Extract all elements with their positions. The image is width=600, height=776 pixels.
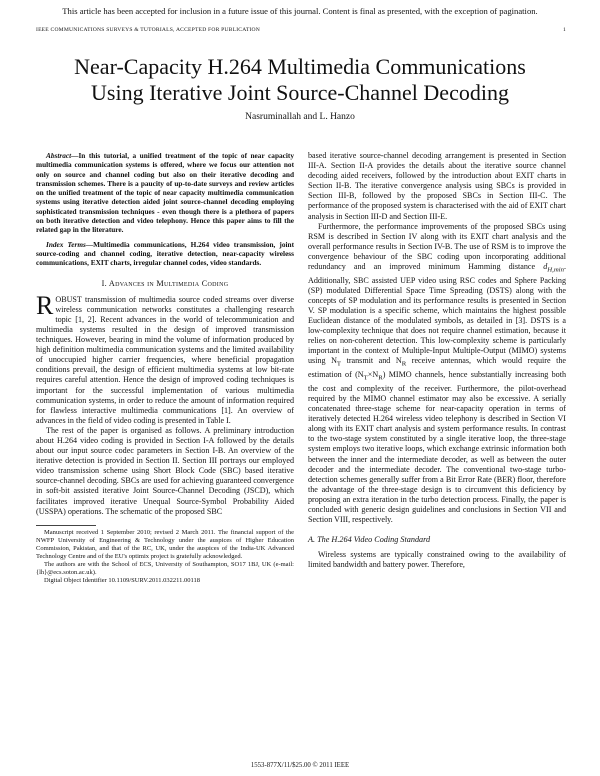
footnote-manuscript: Manuscript received 1 September 2010; revised 2 March 2011. The financial support of the NWFP University of Engineering & Technology under the auspices of Higher Education Commission, Pakistan, and that of the RC, UK, under the auspices of the India-UK Advanced Technology Centre and of the EU's optimix project is gratefully acknowledged. bbox=[36, 528, 294, 560]
right-paragraph-1: based iterative source-channel decoding arrangement is presented in Section III-A. Section II-A provides the details about the iterative source channel decoding aided receivers, followed by the introduction about EXIT charts in Section II-B. The iterative convergence analysis using SBCs is provided in Section III-B, followed by the proposed SBCs in Section III-C. The performance of the proposed system is characterised with the aid of EXIT chart analysis in Section III-D and Section III-E. bbox=[308, 151, 566, 221]
math-sub-r: R bbox=[401, 361, 407, 369]
abstract bbox=[36, 151, 294, 235]
subsection-a-paragraph-1: Wireless systems are typically constrained owing to the availability of limited bandwidth and battery power. Therefore, bbox=[308, 550, 566, 570]
text-segment: ) MIMO channels, hence substantially increasing both the cost and complexity of the receiver. Furthermore, the pilot-overhead required by the MIMO channel estimator may also be excessive. A serially concatenated three-stage scheme for near-capacity operation in terms of iteratively detected H.264 wireless video telephony is described in Section VI along with its EXIT chart analysis and system performance results. In contrast to the two-stage system constituted by a single iterative loop, the three-stage system employs two iterative loops, which exchange extrinsic information both between the inner and the intermediate decoder, as well as between the outer decoder and the intermediate decoder. The conventional two-stage turbo-detection schemes generally suffer from a Bit Error Rate (BER) floor, therefore the advantage of the three-stage design is to circumvent this deficiency by proposing an extra iteration in the turbo detection process. Finally, the paper is concluded with generic design guidelines and conclusions in Section VII and Section VIII, respectively. bbox=[308, 370, 566, 525]
journal-name: IEEE COMMUNICATIONS SURVEYS & TUTORIALS, ACCEPTED FOR PUBLICATION bbox=[36, 27, 260, 33]
text-segment: transmit and N bbox=[341, 356, 402, 366]
running-head bbox=[36, 27, 566, 33]
subsection-a-heading: A. The H.264 Video Coding Standard bbox=[308, 535, 431, 545]
footnotes bbox=[36, 529, 294, 585]
index-terms bbox=[36, 240, 294, 268]
right-paragraph-2 bbox=[308, 222, 566, 526]
lead-word: OBUST bbox=[55, 294, 82, 304]
math-d: d bbox=[543, 262, 548, 272]
math-sub-r2: R bbox=[378, 374, 383, 382]
text-segment: receive antennas, which would require the estimation of (N bbox=[308, 356, 566, 380]
drop-cap: R bbox=[36, 290, 54, 320]
abstract-text: —In this tutorial, a unified treatment of the topic of near capacity multimedia communication systems is offered, where we focus our attention not only on source and channel coding but also on their iterative decoding and transmission schemes. There is a paucity of up-to-date surveys and review articles on the unified treatment of the topic of near capacity multimedia communication systems using iterative detection aided joint source-channel decoding employing sophisticated transmission techniques - even though there is a plethora of papers on both iterative detection and video telephony. Hence this paper aims to fill the related gap in the literature. bbox=[36, 151, 294, 235]
right-column bbox=[308, 151, 566, 570]
left-column bbox=[36, 151, 294, 585]
paper-title bbox=[0, 54, 600, 106]
title-line-2: Using Iterative Joint Source-Channel Decoding bbox=[91, 80, 509, 105]
math-sub-t2: T bbox=[363, 374, 368, 382]
footnote-rule bbox=[36, 525, 96, 526]
paragraph-text: transmission of multimedia source coded streams over diverse wireless communication networks constitutes a challenging research topic [1, 2]. Recent advances in the world of telecommunication and multimedia systems resulted in the design of improved transmission techniques. However, bearing in mind the volume of information produced by high definition multimedia communication systems and the limited availability of unoccupied higher carrier frequencies, where beneficial propagation conditions prevail, the design of efficient multimedia systems at low bit-rate requires careful attention. Hence the design of improved coding techniques is important for the successful implementation of various multimedia communication systems, in order to reduce the amount of information required for flawless interactive multimedia communications [1]. An overview of advances in the field of video coding is presented in Table I. bbox=[36, 294, 294, 425]
text-segment: Furthermore, the performance improvements of the proposed SBCs using RSM is described in Section IV along with its EXIT chart analysis and the overall performance results in Section IV-B. The use of RSM is to improve the convergence behaviour of the SBC coding upon incorporating additional redundancy and an improved minimum Hamming distance bbox=[308, 221, 566, 272]
math-sub-t: T bbox=[336, 361, 342, 369]
issn-copyright: 1553-877X/11/$25.00 © 2011 IEEE bbox=[250, 762, 350, 769]
math-sub-hmin: H,min bbox=[547, 266, 564, 274]
section-1-heading: I. Advances in Multimedia Coding bbox=[101, 278, 229, 288]
abstract-label: Abstract bbox=[46, 151, 72, 160]
title-line-1: Near-Capacity H.264 Multimedia Communications bbox=[74, 54, 526, 79]
authors: Nasruminallah and L. Hanzo bbox=[245, 112, 355, 122]
index-terms-label: Index Terms bbox=[46, 239, 86, 249]
acceptance-banner: This article has been accepted for inclusion in a future issue of this journal. Content is final as presented, with the exception of pagination. bbox=[62, 6, 538, 16]
text-segment: . Additionally, SBC assisted UEP video using RSC codes and Sphere Packing (SP) modulated Differential Space Time Spreading (DSTS) along with the concepts of SP modulation and its performance results is presented in Section V. SP modulation is a specific scheme, which maintains the highest possible Euclidean distance of the modulated symbols, as detailed in [3]. DSTS is a low-complexity technique that does not require channel estimation, because it relies on non-coherent detection. This low-complexity scheme is particularly important in the context of Multiple-Input Multiple-Output (MIMO) systems using N bbox=[308, 262, 566, 366]
footnote-doi: Digital Object Identifier 10.1109/SURV.2011.032211.00118 bbox=[44, 576, 201, 584]
section-1-paragraph-2: The rest of the paper is organised as follows. A preliminary introduction about H.264 video coding is provided in Section I-A followed by the details about our input source codec parameters in Section I-B. An overview of the iterative detection is provided in Section II. Section III portrays our employed video transmission scheme using Short Block Code (SBC) based iterative source-channel decoding. SBCs are used for achieving guaranteed convergence in soft-bit assisted iterative Joint Source-Channel Decoding (JSCD), which facilitates improved iterative Unequal Source-Symbol Probability Aided (USSPA) operations. The schematic of the proposed SBC bbox=[36, 425, 294, 516]
footnote-authors: The authors are with the School of ECS, University of Southampton, SO17 1BJ, UK (e-mail: {lh}@ecs.soton.ac.uk). bbox=[36, 560, 294, 576]
section-1-paragraph-1 bbox=[36, 290, 294, 426]
text-segment: ×N bbox=[367, 370, 379, 380]
page-number: 1 bbox=[563, 27, 566, 33]
index-terms-text: —Multimedia communications, H.264 video transmission, joint source-coding and channel coding, iterative detection, near-capacity wireless communications, EXIT charts, irregular channel codes, video standards. bbox=[36, 239, 295, 268]
